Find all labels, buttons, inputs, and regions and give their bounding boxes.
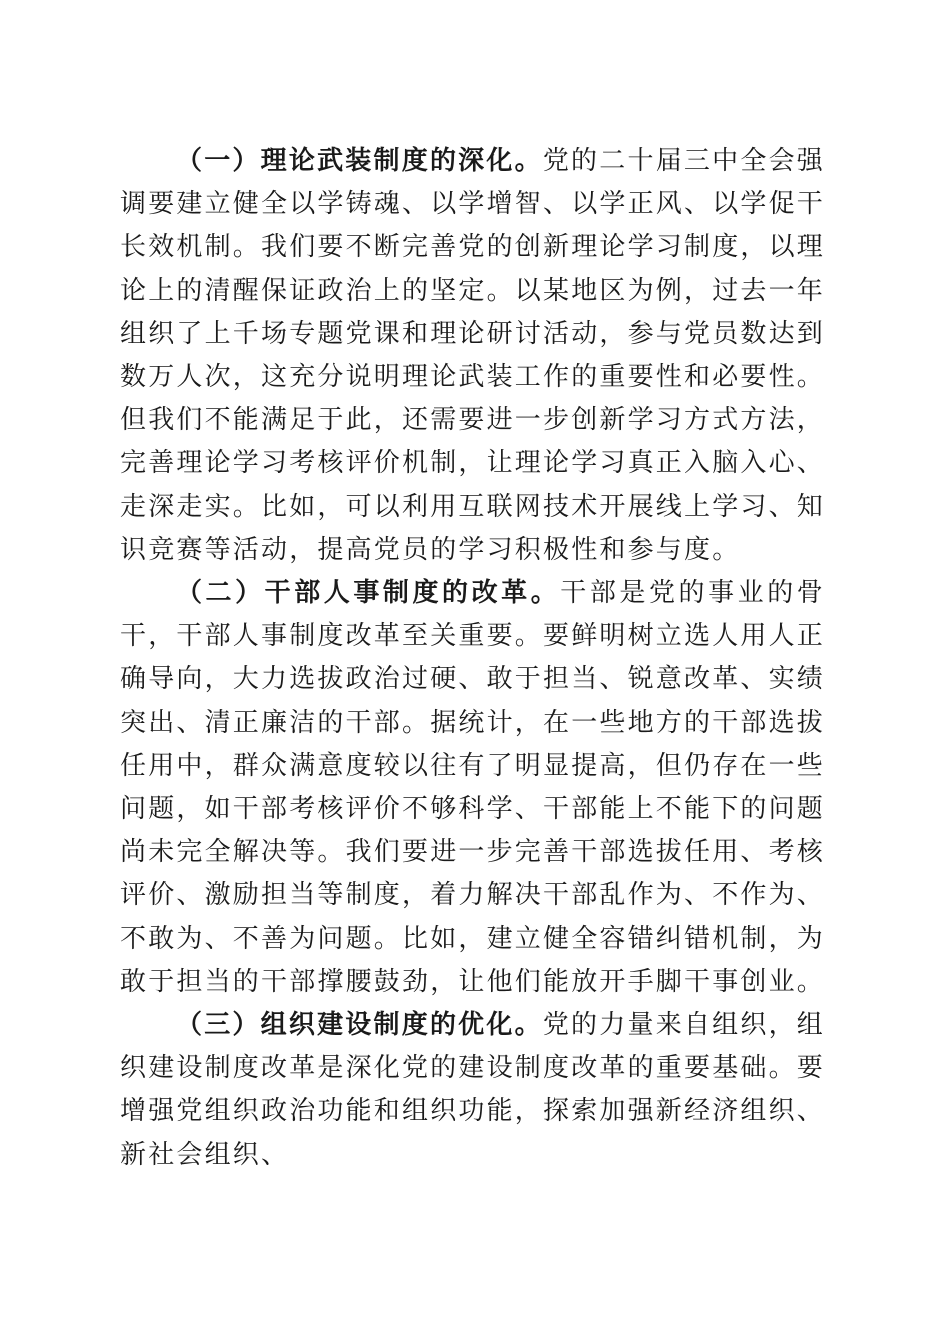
- paragraph-organization: [120, 1004, 825, 1177]
- paragraph-heading: （二）干部人事制度的改革。: [176, 578, 561, 609]
- paragraph-text: 干部是党的事业的骨干，干部人事制度改革至关重要。要鲜明树立选人用人正确导向，大力选拔政治过硬、敢于担当、锐意改革、实绩突出、清正廉洁的干部。据统计，在一些地方的干部选拔任用中，群众满意度较以往有了明显提高，但仍存在一些问题，如干部考核评价不够科学、干部能上不能下的问题尚未完全解决等。我们要进一步完善干部选拔任用、考核评价、激励担当等制度，着力解决干部乱作为、不作为、不敢为、不善为问题。比如，建立健全容错纠错机制，为敢于担当的干部撑腰鼓劲，让他们能放开手脚干事创业。: [120, 578, 826, 997]
- paragraph-heading: （一）理论武装制度的深化。: [176, 146, 543, 176]
- paragraph-cadre: [120, 572, 825, 1004]
- paragraph-text: 党的力量来自组织，组织建设制度改革是深化党的建设制度改革的重要基础。要增强党组织政治功能和组织功能，探索加强新经济组织、新社会组织、: [120, 1010, 826, 1170]
- paragraph-heading: （三）组织建设制度的优化。: [176, 1010, 543, 1041]
- paragraph-text: 党的二十届三中全会强调要建立健全以学铸魂、以学增智、以学正风、以学促干长效机制。我们要不断完善党的创新理论学习制度，以理论上的清醒保证政治上的坚定。以某地区为例，过去一年组织了上千场专题党课和理论研讨活动，参与党员数达到数万人次，这充分说明理论武装工作的重要性和必要性。但我们不能满足于此，还需要进一步创新学习方式方法，完善理论学习考核评价机制，让理论学习真正入脑入心、走深走实。比如，可以利用互联网技术开展线上学习、知识竞赛等活动，提高党员的学习积极性和参与度。: [120, 146, 826, 565]
- paragraph-theory: [120, 140, 825, 572]
- document-body: [120, 140, 825, 1177]
